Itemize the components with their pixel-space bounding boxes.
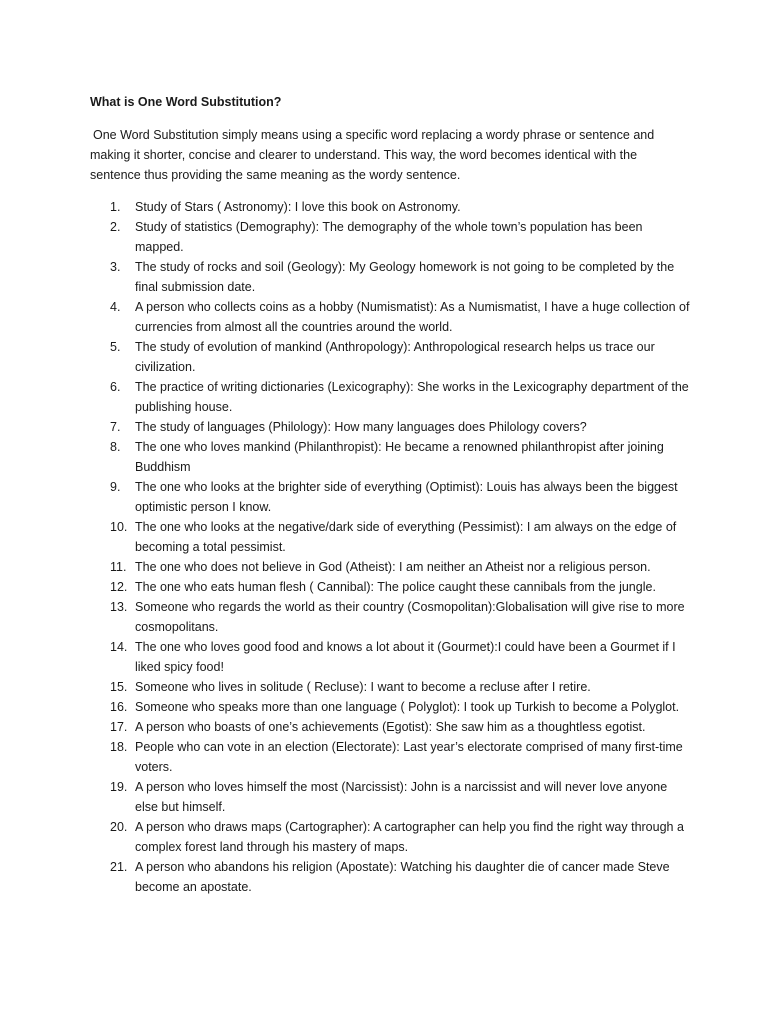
list-item-text: Someone who lives in solitude ( Recluse): I want to become a recluse after I retire.: [135, 680, 591, 694]
list-item-number: 15.: [110, 680, 128, 694]
list-item-text: The one who does not believe in God (Atheist): I am neither an Atheist nor a religious person.: [135, 560, 651, 574]
list-item-number: 19.: [110, 780, 128, 794]
list-item: [90, 197, 690, 217]
list-item-text: The study of rocks and soil (Geology): My Geology homework is not going to be completed by the final submission date.: [135, 260, 675, 294]
list-item-number: 10.: [110, 520, 128, 534]
list-item: [90, 517, 690, 557]
list-item: [90, 597, 690, 637]
list-item: [90, 417, 690, 437]
substitution-list: [90, 197, 690, 897]
list-item-number: 7.: [110, 420, 121, 434]
list-item-number: 16.: [110, 700, 128, 714]
list-item-text: The one who loves mankind (Philanthropist): He became a renowned philanthropist after joining Buddhism: [135, 440, 664, 474]
list-item-number: 5.: [110, 340, 121, 354]
list-item: [90, 557, 690, 577]
list-item-text: A person who collects coins as a hobby (Numismatist): As a Numismatist, I have a huge collection of currencies from almost all the countries around the world.: [135, 300, 690, 334]
list-item-text: A person who abandons his religion (Apostate): Watching his daughter die of cancer made Steve become an apostate.: [135, 860, 670, 894]
list-item: [90, 437, 690, 477]
list-item: [90, 377, 690, 417]
list-item-text: The one who looks at the brighter side of everything (Optimist): Louis has always been the biggest optimistic person I know.: [135, 480, 678, 514]
document-page: [90, 92, 690, 897]
list-item-number: 11.: [110, 560, 127, 574]
list-item-number: 3.: [110, 260, 121, 274]
list-item-number: 2.: [110, 220, 121, 234]
list-item-number: 17.: [110, 720, 128, 734]
list-item-text: The study of evolution of mankind (Anthropology): Anthropological research helps us trace our civilization.: [135, 340, 655, 374]
document-title: What is One Word Substitution?: [90, 95, 282, 109]
list-item: [90, 777, 690, 817]
list-item: [90, 337, 690, 377]
list-item: [90, 737, 690, 777]
list-item-text: Study of Stars ( Astronomy): I love this book on Astronomy.: [135, 200, 461, 214]
list-item-number: 13.: [110, 600, 128, 614]
list-item: [90, 577, 690, 597]
list-item: [90, 717, 690, 737]
list-item-number: 20.: [110, 820, 128, 834]
list-item-number: 21.: [110, 860, 128, 874]
list-item: [90, 677, 690, 697]
list-item-text: Study of statistics (Demography): The demography of the whole town’s population has been mapped.: [135, 220, 643, 254]
list-item: [90, 217, 690, 257]
list-item-number: 9.: [110, 480, 121, 494]
intro-paragraph: One Word Substitution simply means using a specific word replacing a wordy phrase or sentence and making it shorter, concise and clearer to understand. This way, the word becomes identical with the sentence thus providing the same meaning as the wordy sentence.: [90, 128, 655, 182]
list-item-text: People who can vote in an election (Electorate): Last year’s electorate comprised of many first-time voters.: [135, 740, 683, 774]
list-item-text: The one who looks at the negative/dark side of everything (Pessimist): I am always on the edge of becoming a total pessimist.: [135, 520, 677, 554]
list-item-number: 1.: [110, 200, 121, 214]
list-item-text: Someone who speaks more than one language ( Polyglot): I took up Turkish to become a Polyglot.: [135, 700, 680, 714]
list-item: [90, 297, 690, 337]
list-item-text: The study of languages (Philology): How many languages does Philology covers?: [135, 420, 587, 434]
list-item-text: The one who eats human flesh ( Cannibal): The police caught these cannibals from the jungle.: [135, 580, 656, 594]
list-item-number: 12.: [110, 580, 128, 594]
list-item-number: 14.: [110, 640, 128, 654]
list-item-text: A person who draws maps (Cartographer): A cartographer can help you find the right way through a complex forest land through his mastery of maps.: [135, 820, 684, 854]
list-item: [90, 257, 690, 297]
list-item-text: Someone who regards the world as their country (Cosmopolitan):Globalisation will give rise to more cosmopolitans.: [135, 600, 685, 634]
list-item-number: 6.: [110, 380, 121, 394]
list-item: [90, 637, 690, 677]
list-item-text: The practice of writing dictionaries (Lexicography): She works in the Lexicography department of the publishing house.: [135, 380, 689, 414]
list-item-text: A person who boasts of one’s achievements (Egotist): She saw him as a thoughtless egotist.: [135, 720, 646, 734]
list-item-number: 8.: [110, 440, 121, 454]
list-item: [90, 817, 690, 857]
list-item: [90, 697, 690, 717]
list-item-text: A person who loves himself the most (Narcissist): John is a narcissist and will never love anyone else but himself.: [135, 780, 668, 814]
list-item: [90, 477, 690, 517]
list-item: [90, 857, 690, 897]
list-item-text: The one who loves good food and knows a lot about it (Gourmet):I could have been a Gourmet if I liked spicy food!: [135, 640, 676, 674]
list-item-number: 18.: [110, 740, 128, 754]
list-item-number: 4.: [110, 300, 121, 314]
